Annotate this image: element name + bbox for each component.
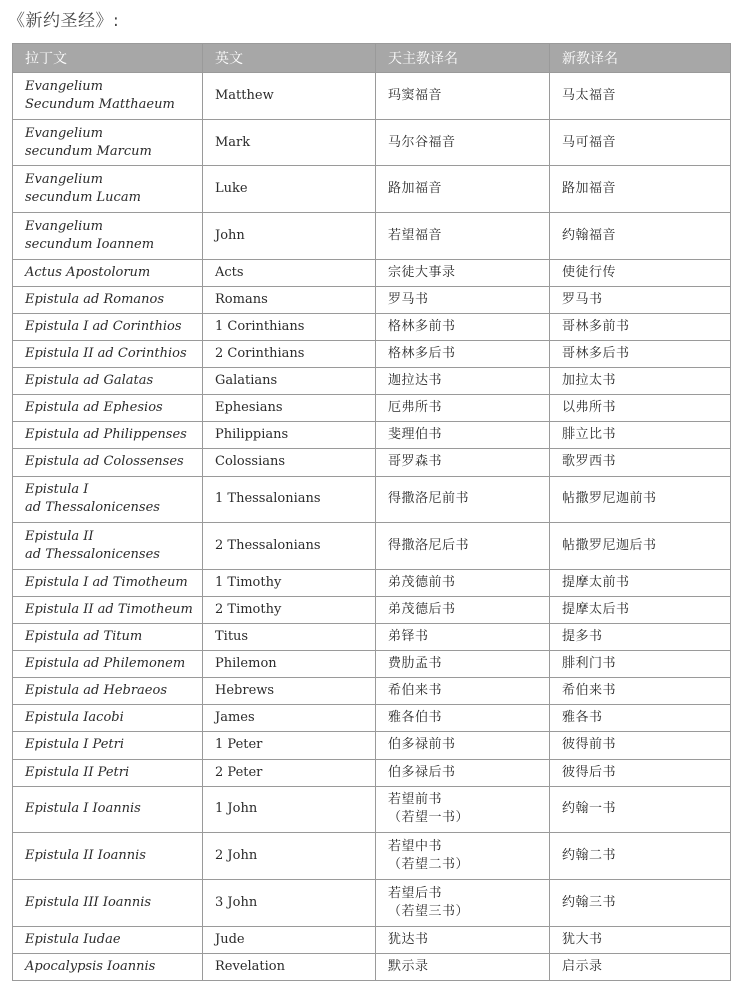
cell-catholic: 费肋孟书 [376,651,550,678]
cell-english: Galatians [203,368,376,395]
cell-english: Matthew [203,73,376,120]
cell-english: 1 Timothy [203,569,376,596]
cell-english: 2 Peter [203,759,376,786]
cell-latin: Evangelium secundum Marcum [13,119,203,166]
cell-catholic: 斐理伯书 [376,422,550,449]
cell-latin: Epistula ad Philippenses [13,422,203,449]
cell-protestant: 提多书 [550,624,731,651]
table-row [13,395,731,422]
cell-protestant: 歌罗西书 [550,449,731,476]
table-row [13,476,731,523]
cell-catholic: 若望中书 （若望二书） [376,833,550,880]
cell-english: 1 John [203,786,376,833]
cell-english: 1 Corinthians [203,313,376,340]
table-row [13,313,731,340]
table-row [13,119,731,166]
table-row [13,833,731,880]
bible-books-table [12,43,731,981]
cell-protestant: 约翰三书 [550,880,731,927]
cell-catholic: 默示录 [376,953,550,980]
page-heading: 《新约圣经》: [8,11,120,31]
cell-catholic: 厄弗所书 [376,395,550,422]
cell-english: Ephesians [203,395,376,422]
cell-protestant: 哥林多后书 [550,341,731,368]
cell-latin: Epistula II Petri [13,759,203,786]
cell-protestant: 腓利门书 [550,651,731,678]
cell-catholic: 宗徒大事录 [376,259,550,286]
header-protestant: 新教译名 [550,44,731,73]
cell-latin: Epistula ad Philemonem [13,651,203,678]
header-english: 英文 [203,44,376,73]
cell-english: 1 Peter [203,732,376,759]
cell-catholic: 迦拉达书 [376,368,550,395]
cell-catholic: 得撒洛尼后书 [376,523,550,570]
cell-protestant: 以弗所书 [550,395,731,422]
cell-latin: Evangelium secundum Lucam [13,166,203,213]
cell-protestant: 雅各书 [550,705,731,732]
header-catholic: 天主教译名 [376,44,550,73]
table-row [13,341,731,368]
cell-latin: Evangelium Secundum Matthaeum [13,73,203,120]
cell-english: 1 Thessalonians [203,476,376,523]
cell-protestant: 加拉太书 [550,368,731,395]
cell-latin: Epistula ad Hebraeos [13,678,203,705]
cell-protestant: 犹大书 [550,926,731,953]
cell-protestant: 帖撒罗尼迦后书 [550,523,731,570]
table-row [13,368,731,395]
table-row [13,286,731,313]
cell-english: Luke [203,166,376,213]
cell-catholic: 得撒洛尼前书 [376,476,550,523]
cell-english: Jude [203,926,376,953]
cell-protestant: 帖撒罗尼迦前书 [550,476,731,523]
cell-protestant: 路加福音 [550,166,731,213]
cell-latin: Epistula I ad Thessalonicenses [13,476,203,523]
cell-english: Acts [203,259,376,286]
cell-latin: Epistula ad Ephesios [13,395,203,422]
cell-protestant: 约翰福音 [550,213,731,260]
cell-catholic: 路加福音 [376,166,550,213]
table-row [13,759,731,786]
cell-english: 2 Timothy [203,596,376,623]
cell-latin: Epistula II ad Timotheum [13,596,203,623]
cell-latin: Epistula I ad Corinthios [13,313,203,340]
table-row [13,422,731,449]
table-row [13,786,731,833]
table-row [13,624,731,651]
cell-protestant: 希伯来书 [550,678,731,705]
cell-english: James [203,705,376,732]
table-body [13,73,731,981]
table-row [13,651,731,678]
cell-english: Philemon [203,651,376,678]
cell-catholic: 格林多前书 [376,313,550,340]
cell-catholic: 弟铎书 [376,624,550,651]
cell-catholic: 犹达书 [376,926,550,953]
table-row [13,926,731,953]
cell-catholic: 若望后书 （若望三书） [376,880,550,927]
cell-protestant: 马太福音 [550,73,731,120]
table-row [13,166,731,213]
cell-catholic: 玛窦福音 [376,73,550,120]
cell-catholic: 伯多禄后书 [376,759,550,786]
cell-catholic: 若望福音 [376,213,550,260]
cell-latin: Epistula II ad Thessalonicenses [13,523,203,570]
cell-latin: Epistula I Ioannis [13,786,203,833]
cell-protestant: 约翰一书 [550,786,731,833]
table-row [13,73,731,120]
cell-latin: Apocalypsis Ioannis [13,953,203,980]
cell-english: Romans [203,286,376,313]
cell-protestant: 提摩太后书 [550,596,731,623]
cell-protestant: 彼得前书 [550,732,731,759]
cell-latin: Actus Apostolorum [13,259,203,286]
cell-protestant: 罗马书 [550,286,731,313]
table-row [13,705,731,732]
table-row [13,259,731,286]
table-row [13,596,731,623]
cell-latin: Epistula Iudae [13,926,203,953]
table-row [13,523,731,570]
cell-catholic: 弟茂德后书 [376,596,550,623]
table-header-row [13,44,731,73]
cell-english: 3 John [203,880,376,927]
table-row [13,880,731,927]
cell-latin: Epistula ad Galatas [13,368,203,395]
cell-english: Titus [203,624,376,651]
cell-protestant: 哥林多前书 [550,313,731,340]
cell-catholic: 弟茂德前书 [376,569,550,596]
table-row [13,213,731,260]
cell-protestant: 彼得后书 [550,759,731,786]
cell-latin: Evangelium secundum Ioannem [13,213,203,260]
cell-english: John [203,213,376,260]
cell-english: Mark [203,119,376,166]
table-row [13,449,731,476]
cell-catholic: 马尔谷福音 [376,119,550,166]
cell-english: Revelation [203,953,376,980]
table-row [13,732,731,759]
cell-catholic: 罗马书 [376,286,550,313]
cell-protestant: 提摩太前书 [550,569,731,596]
cell-latin: Epistula Iacobi [13,705,203,732]
cell-protestant: 约翰二书 [550,833,731,880]
cell-english: Hebrews [203,678,376,705]
cell-catholic: 伯多禄前书 [376,732,550,759]
header-latin: 拉丁文 [13,44,203,73]
table-row [13,678,731,705]
cell-latin: Epistula ad Romanos [13,286,203,313]
cell-catholic: 雅各伯书 [376,705,550,732]
cell-english: 2 John [203,833,376,880]
cell-catholic: 希伯来书 [376,678,550,705]
cell-english: Colossians [203,449,376,476]
cell-protestant: 启示录 [550,953,731,980]
cell-english: 2 Thessalonians [203,523,376,570]
cell-latin: Epistula ad Titum [13,624,203,651]
cell-catholic: 格林多后书 [376,341,550,368]
cell-catholic: 若望前书 （若望一书） [376,786,550,833]
cell-latin: Epistula II ad Corinthios [13,341,203,368]
cell-catholic: 哥罗森书 [376,449,550,476]
cell-english: 2 Corinthians [203,341,376,368]
cell-protestant: 腓立比书 [550,422,731,449]
cell-latin: Epistula I Petri [13,732,203,759]
cell-english: Philippians [203,422,376,449]
table-row [13,953,731,980]
cell-latin: Epistula I ad Timotheum [13,569,203,596]
cell-latin: Epistula III Ioannis [13,880,203,927]
table-row [13,569,731,596]
cell-latin: Epistula ad Colossenses [13,449,203,476]
cell-protestant: 使徒行传 [550,259,731,286]
cell-protestant: 马可福音 [550,119,731,166]
cell-latin: Epistula II Ioannis [13,833,203,880]
